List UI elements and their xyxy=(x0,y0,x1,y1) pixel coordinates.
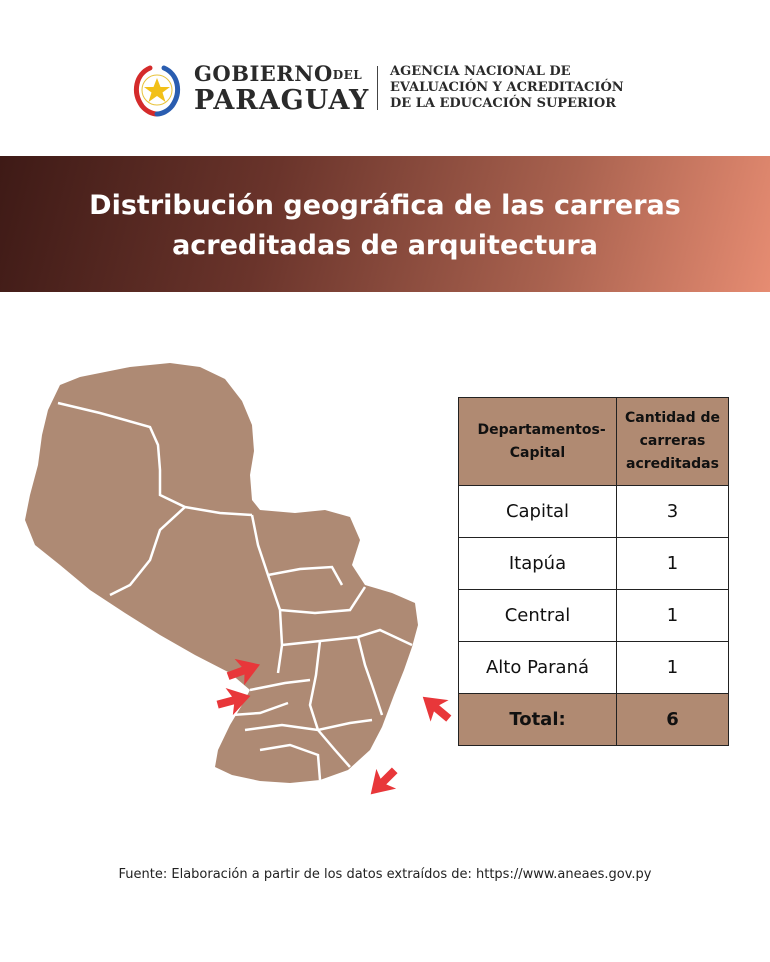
arrow-icon xyxy=(361,760,405,804)
total-label: Total: xyxy=(459,694,617,746)
department-cell: Alto Paraná xyxy=(459,642,617,694)
gov-line1-small: DEL xyxy=(332,68,363,82)
government-seal-icon xyxy=(128,62,186,118)
agency-line-1: AGENCIA NACIONAL DE xyxy=(390,64,571,79)
column-header-departments: Departamentos-Capital xyxy=(459,398,617,486)
total-value: 6 xyxy=(617,694,729,746)
header xyxy=(0,0,770,156)
table-row xyxy=(459,642,729,694)
agency-line-3: DE LA EDUCACIÓN SUPERIOR xyxy=(390,96,616,111)
count-cell: 1 xyxy=(617,590,729,642)
agency-name xyxy=(390,64,624,112)
count-cell: 3 xyxy=(617,486,729,538)
page-title xyxy=(0,186,770,266)
count-cell: 1 xyxy=(617,538,729,590)
table-header-row xyxy=(459,398,729,486)
header-divider xyxy=(377,66,378,110)
paraguay-map xyxy=(20,355,460,805)
agency-line-2: EVALUACIÓN Y ACREDITACIÓN xyxy=(390,80,624,95)
table-row xyxy=(459,538,729,590)
source-note: Fuente: Elaboración a partir de los datos extraídos de: https://www.aneaes.gov.py xyxy=(118,867,652,882)
government-logo-text xyxy=(194,62,369,115)
table-total-row xyxy=(459,694,729,746)
count-cell: 1 xyxy=(617,642,729,694)
page-title-line1: Distribución geográfica de las carreras xyxy=(89,190,681,221)
table-row xyxy=(459,486,729,538)
department-cell: Capital xyxy=(459,486,617,538)
accreditation-table xyxy=(458,397,729,746)
page-title-line2: acreditadas de arquitectura xyxy=(172,230,598,261)
gov-line1: GOBIERNO xyxy=(194,61,333,86)
column-header-count: Cantidad de carreras acreditadas xyxy=(617,398,729,486)
arrow-icon xyxy=(414,686,458,729)
paraguay-outline xyxy=(25,363,418,783)
gov-line2: PARAGUAY xyxy=(194,85,370,116)
department-cell: Central xyxy=(459,590,617,642)
table-row xyxy=(459,590,729,642)
department-cell: Itapúa xyxy=(459,538,617,590)
title-banner xyxy=(0,156,770,292)
